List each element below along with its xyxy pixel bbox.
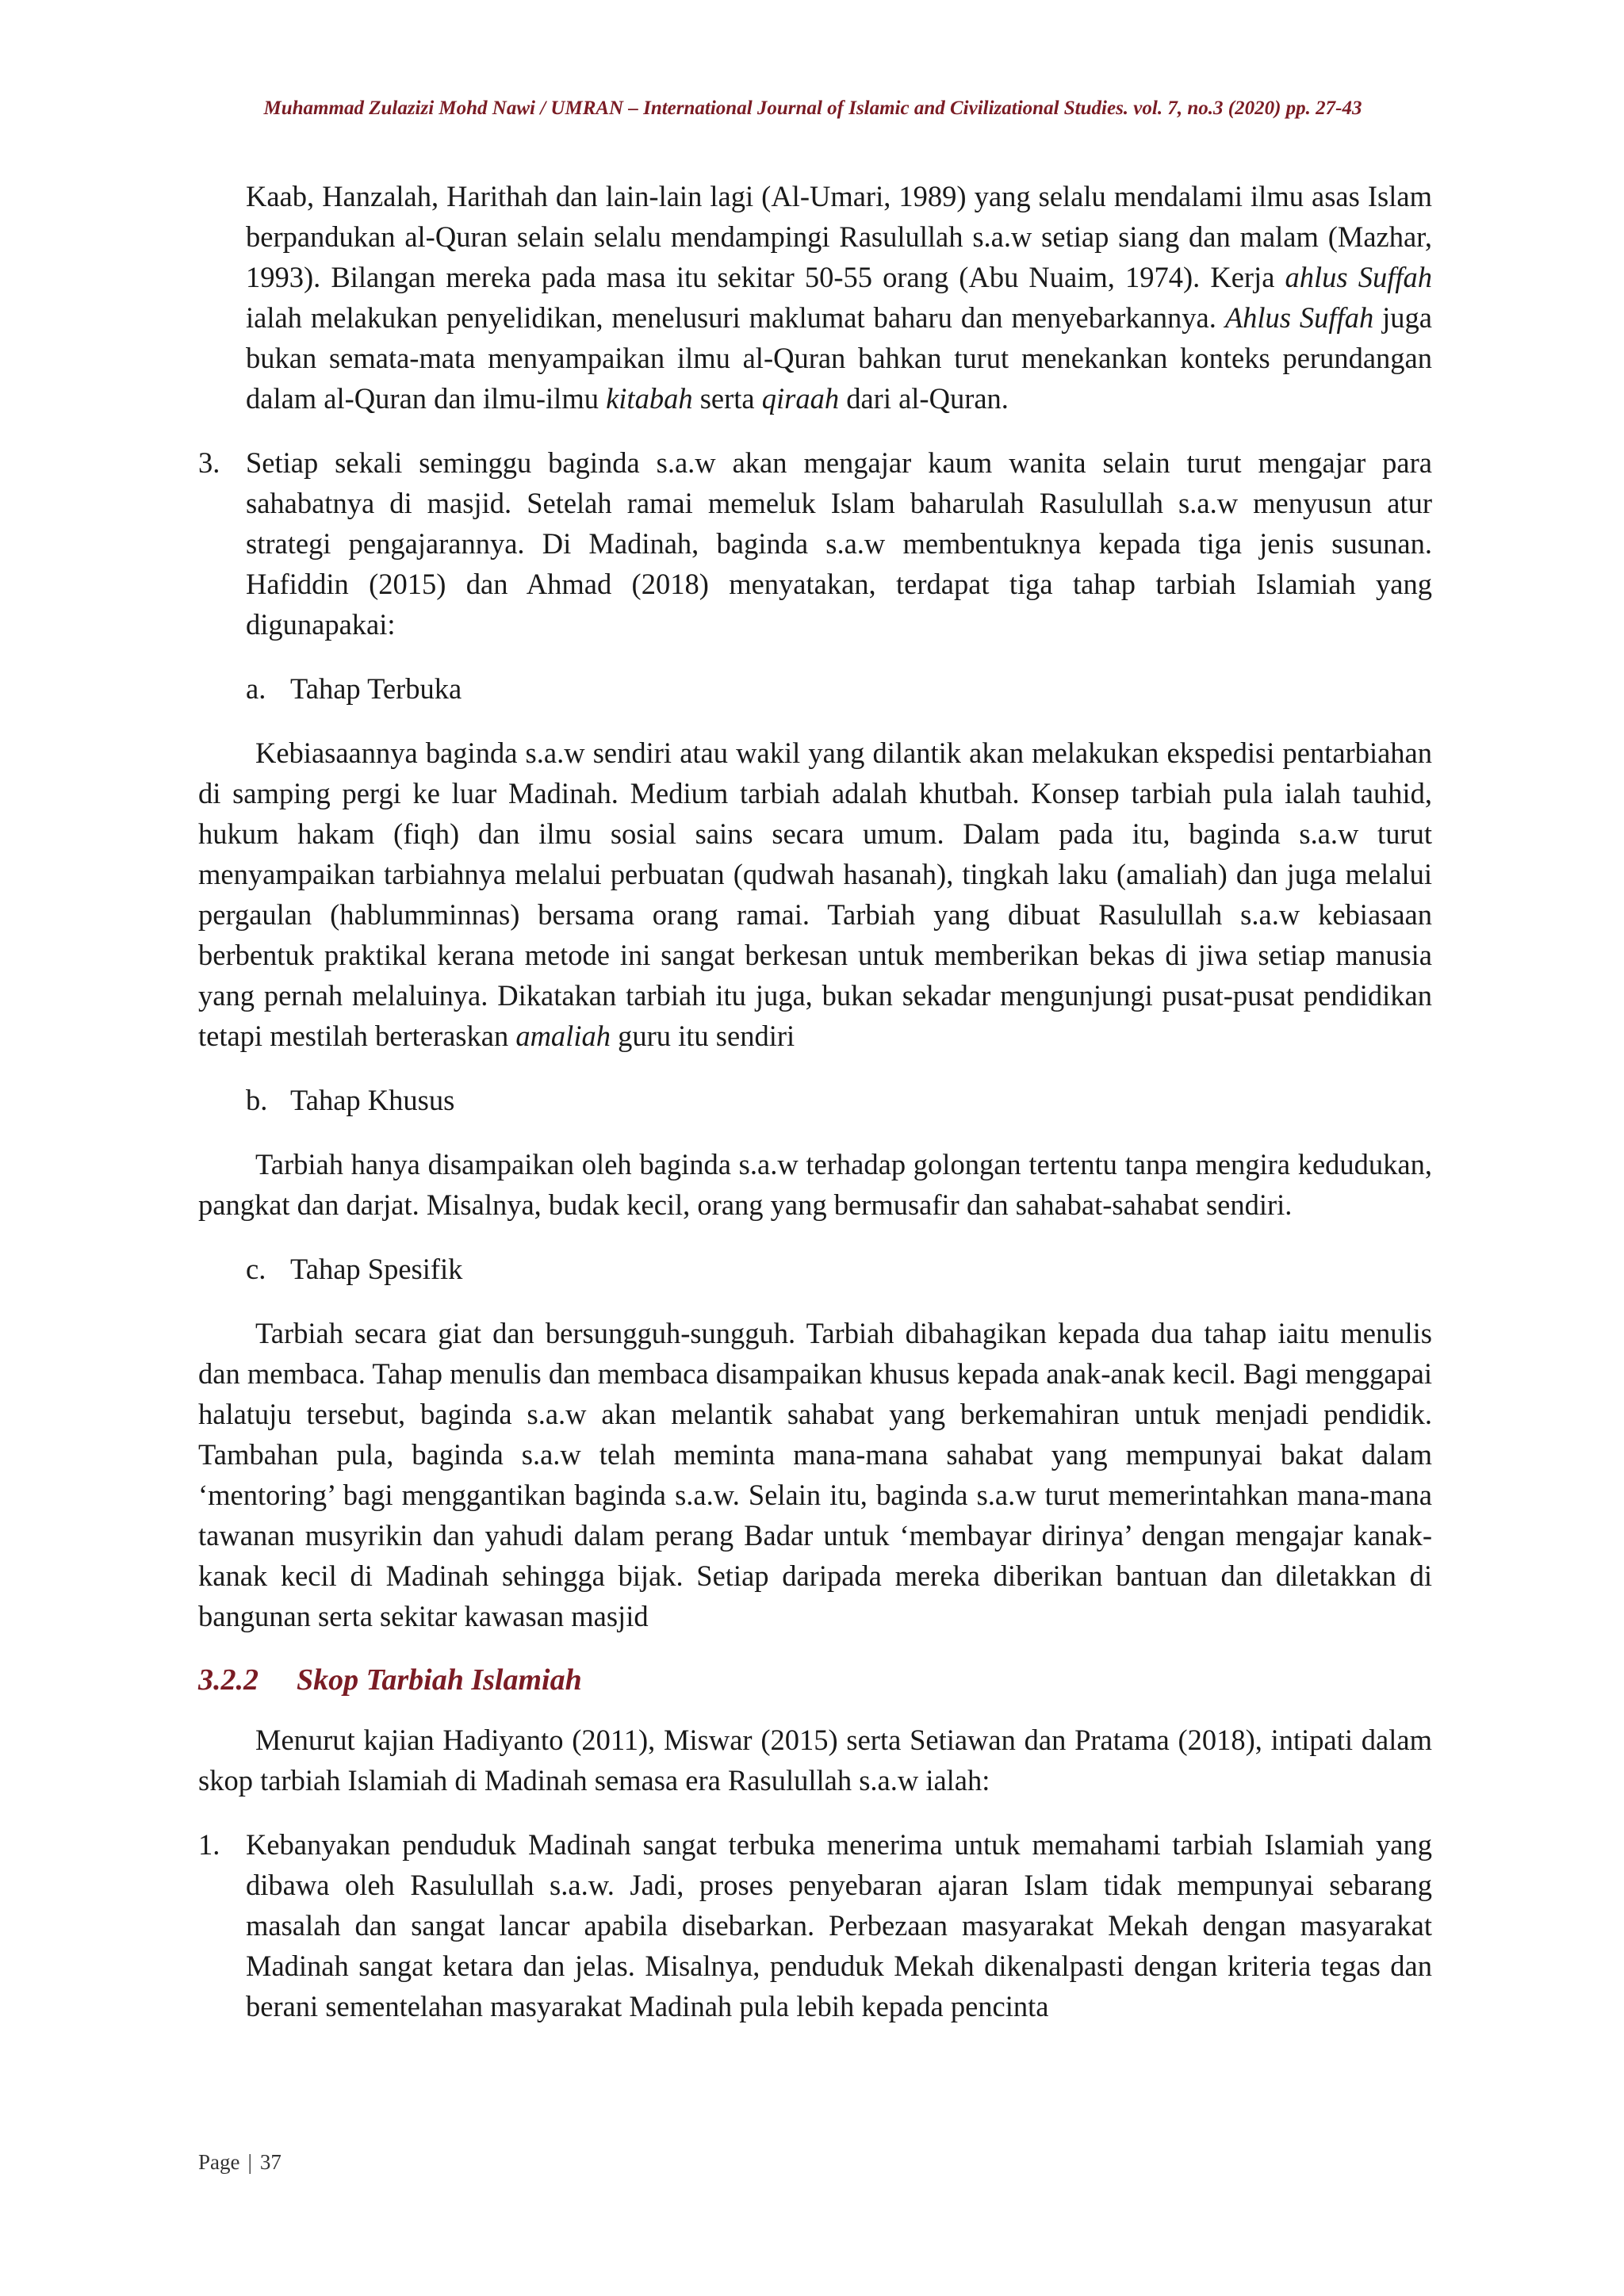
- stage-letter: b.: [246, 1084, 268, 1116]
- stage-title: Tahap Terbuka: [290, 672, 462, 705]
- stage-a-paragraph: [198, 733, 1432, 1056]
- italic-term: kitabah: [606, 382, 693, 415]
- section-number: 3.2.2: [198, 1663, 259, 1697]
- text-run: dari al-Quran.: [839, 382, 1009, 415]
- italic-term: qiraah: [761, 382, 840, 415]
- stage-c-heading: [198, 1249, 1432, 1289]
- section-heading: [198, 1660, 1432, 1701]
- list-number: 1.: [198, 1828, 220, 1861]
- running-head: Muhammad Zulazizi Mohd Nawi / UMRAN – International Journal of Islamic and Civilizational Studies. vol. 7, no.3 (2020) pp. 27-43: [263, 98, 1362, 119]
- stage-title: Tahap Khusus: [290, 1084, 455, 1116]
- page-label: Page: [198, 2150, 240, 2174]
- section-title: Skop Tarbiah Islamiah: [297, 1663, 582, 1697]
- stage-letter: a.: [246, 672, 266, 705]
- italic-term: Ahlus Suffah: [1224, 301, 1374, 334]
- page-separator: |: [247, 2150, 252, 2174]
- page-footer: [198, 2150, 282, 2175]
- stage-c-paragraph: Tarbiah secara giat dan bersungguh-sungguh. Tarbiah dibahagikan kepada dua tahap iaitu menulis dan membaca. Tahap menulis dan membaca disampaikan khusus kepada anak-anak kecil. Bagi menggapai halatuju tersebut, baginda s.a.w akan melantik sahabat yang berkemahiran untuk menjadi pendidik. Tambahan pula, baginda s.a.w telah meminta mana-mana sahabat yang mempunyai bakat dalam ‘mentoring’ bagi menggantikan baginda s.a.w. Selain itu, baginda s.a.w turut memerintahkan mana-mana tawanan musyrikin dan yahudi dalam perang Badar untuk ‘membayar dirinya’ dengan mengajar kanak-kanak kecil di Madinah sehingga bijak. Setiap daripada mereka diberikan bantuan dan diletakkan di bangunan serta sekitar kawasan masjid: [198, 1317, 1432, 1632]
- list-item-3: [198, 442, 1432, 645]
- stage-letter: c.: [246, 1253, 266, 1285]
- text-run: juga bukan semata-mata menyampaikan ilmu al-Quran bahkan turut menekankan konteks perundangan dalam al-Quran dan ilmu-ilmu: [246, 301, 1432, 415]
- list-number: 3.: [198, 446, 220, 479]
- page-number: 37: [259, 2150, 282, 2174]
- list-item-text: Kebanyakan penduduk Madinah sangat terbuka menerima untuk memahami tarbiah Islamiah yang dibawa oleh Rasulullah s.a.w. Jadi, proses penyebaran ajaran Islam tidak mempunyai sebarang masalah dan sangat lancar apabila disebarkan. Perbezaan masyarakat Mekah dengan masyarakat Madinah sangat ketara dan jelas. Misalnya, penduduk Mekah dikenalpasti dengan kriteria tegas dan berani sementelahan masyarakat Madinah pula lebih kepada pencinta: [246, 1828, 1432, 2022]
- text-run: guru itu sendiri: [610, 1020, 795, 1052]
- body-content: [198, 176, 1432, 2026]
- stage-title: Tahap Spesifik: [290, 1253, 463, 1285]
- italic-term: ahlus Suffah: [1285, 261, 1432, 293]
- stage-b-paragraph: Tarbiah hanya disampaikan oleh baginda s.a.w terhadap golongan tertentu tanpa mengira kedudukan, pangkat dan darjat. Misalnya, budak kecil, orang yang bermusafir dan sahabat-sahabat sendiri.: [198, 1148, 1432, 1221]
- italic-term: amaliah: [515, 1020, 611, 1052]
- text-run: Kaab, Hanzalah, Harithah dan lain-lain lagi (Al-Umari, 1989) yang selalu mendalami ilmu asas Islam berpandukan al-Quran selain selalu mendampingi Rasulullah s.a.w setiap siang dan malam (Mazhar, 1993). Bilangan mereka pada masa itu sekitar 50-55 orang (Abu Nuaim, 1974). Kerja: [246, 180, 1432, 293]
- section-intro-paragraph: Menurut kajian Hadiyanto (2011), Miswar (2015) serta Setiawan dan Pratama (2018), intipati dalam skop tarbiah Islamiah di Madinah semasa era Rasulullah s.a.w ialah:: [198, 1724, 1432, 1797]
- list-item-text: Setiap sekali seminggu baginda s.a.w akan mengajar kaum wanita selain turut mengajar para sahabatnya di masjid. Setelah ramai memeluk Islam baharulah Rasulullah s.a.w menyusun atur strategi pengajarannya. Di Madinah, baginda s.a.w membentuknya kepada tiga jenis susunan. Hafiddin (2015) dan Ahmad (2018) menyatakan, terdapat tiga tahap tarbiah Islamiah yang digunapakai:: [246, 446, 1432, 641]
- stage-a-heading: [198, 668, 1432, 709]
- text-run: Kebiasaannya baginda s.a.w sendiri atau wakil yang dilantik akan melakukan ekspedisi pentarbiahan di samping pergi ke luar Madinah. Medium tarbiah adalah khutbah. Konsep tarbiah pula ialah tauhid, hukum hakam (fiqh) dan ilmu sosial sains secara umum. Dalam pada itu, baginda s.a.w turut menyampaikan tarbiahnya melalui perbuatan (qudwah hasanah), tingkah laku (amaliah) dan juga melalui pergaulan (hablumminnas) bersama orang ramai. Tarbiah yang dibuat Rasulullah s.a.w kebiasaan berbentuk praktikal kerana metode ini sangat berkesan untuk memberikan bekas di jiwa setiap manusia yang pernah melaluinya. Dikatakan tarbiah itu juga, bukan sekadar mengunjungi pusat-pusat pendidikan tetapi mestilah berteraskan: [198, 737, 1432, 1052]
- stage-b-heading: [198, 1080, 1432, 1120]
- continuation-paragraph: [198, 176, 1432, 419]
- list-item-1: [198, 1824, 1432, 2026]
- text-run: serta: [692, 382, 762, 415]
- text-run: ialah melakukan penyelidikan, menelusuri maklumat baharu dan menyebarkannya.: [246, 301, 1225, 334]
